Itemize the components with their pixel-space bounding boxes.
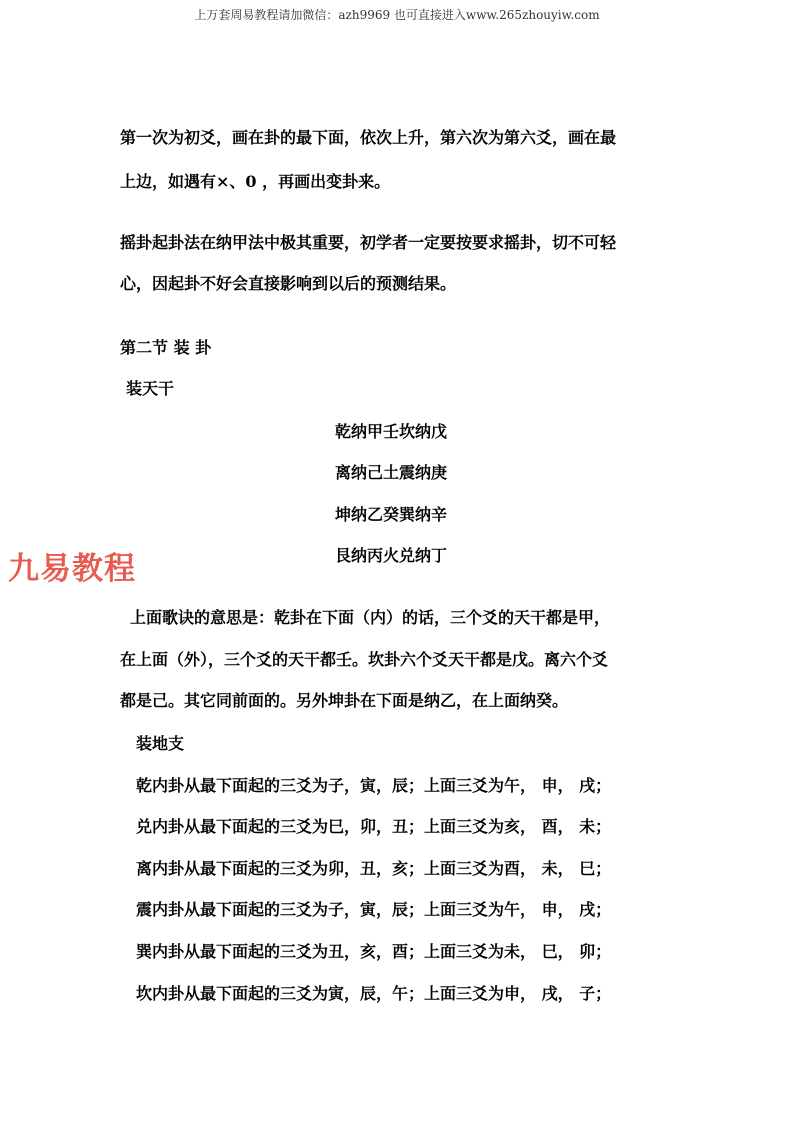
dizhi-row: 离内卦从最下面起的三爻为卯，丑，亥；上面三爻为酉， 未， 巳；: [136, 859, 612, 878]
dizhi-row: 巽内卦从最下面起的三爻为丑，亥，酉；上面三爻为未， 巳， 卯；: [136, 942, 612, 961]
explanation-line-2: 在上面（外），三个爻的天干都壬。坎卦六个爻天干都是戊。离六个爻: [120, 650, 609, 669]
dizhi-row: 震内卦从最下面起的三爻为子，寅，辰；上面三爻为午， 申， 戌；: [136, 900, 612, 919]
tiangan-verse-line-3: 坤纳乙癸巽纳辛: [335, 505, 448, 524]
paragraph-2-line-1: 摇卦起卦法在纳甲法中极其重要，初学者一定要按要求摇卦，切不可轻: [120, 233, 617, 252]
dizhi-row: 兑内卦从最下面起的三爻为巳，卯，丑；上面三爻为亥， 酉， 未；: [136, 817, 612, 836]
explanation-line-3: 都是己。其它同前面的。另外坤卦在下面是纳乙，在上面纳癸。: [120, 691, 569, 710]
tiangan-verse-line-2: 离纳己土震纳庚: [335, 463, 448, 482]
subsection-tiangan-title: 装天干: [126, 379, 175, 398]
tiangan-verse-line-1: 乾纳甲壬坎纳戊: [335, 422, 448, 441]
paragraph-2-line-2: 心，因起卦不好会直接影响到以后的预测结果。: [120, 274, 457, 293]
page-header: 上万套周易教程请加微信：azh9969 也可直接进入www.265zhouyiw.com: [194, 8, 600, 22]
explanation-line-1: 上面歌诀的意思是：乾卦在下面（内）的话，三个爻的天干都是甲，: [130, 608, 611, 627]
paragraph-1-line-2: 上边，如遇有×、0 ，再画出变卦来。: [120, 172, 391, 191]
subsection-dizhi-title: 装地支: [136, 734, 185, 753]
paragraph-1-line-1: 第一次为初爻，画在卦的最下面，依次上升，第六次为第六爻，画在最: [120, 128, 617, 147]
dizhi-row: 坎内卦从最下面起的三爻为寅，辰，午；上面三爻为申， 戌， 子；: [136, 984, 612, 1003]
section-title: 第二节 装 卦: [120, 338, 212, 357]
tiangan-verse-line-4: 艮纳丙火兑纳丁: [335, 546, 448, 565]
watermark-logo: 九易教程: [8, 551, 136, 587]
dizhi-row: 乾内卦从最下面起的三爻为子，寅，辰；上面三爻为午， 申， 戌；: [136, 776, 612, 795]
